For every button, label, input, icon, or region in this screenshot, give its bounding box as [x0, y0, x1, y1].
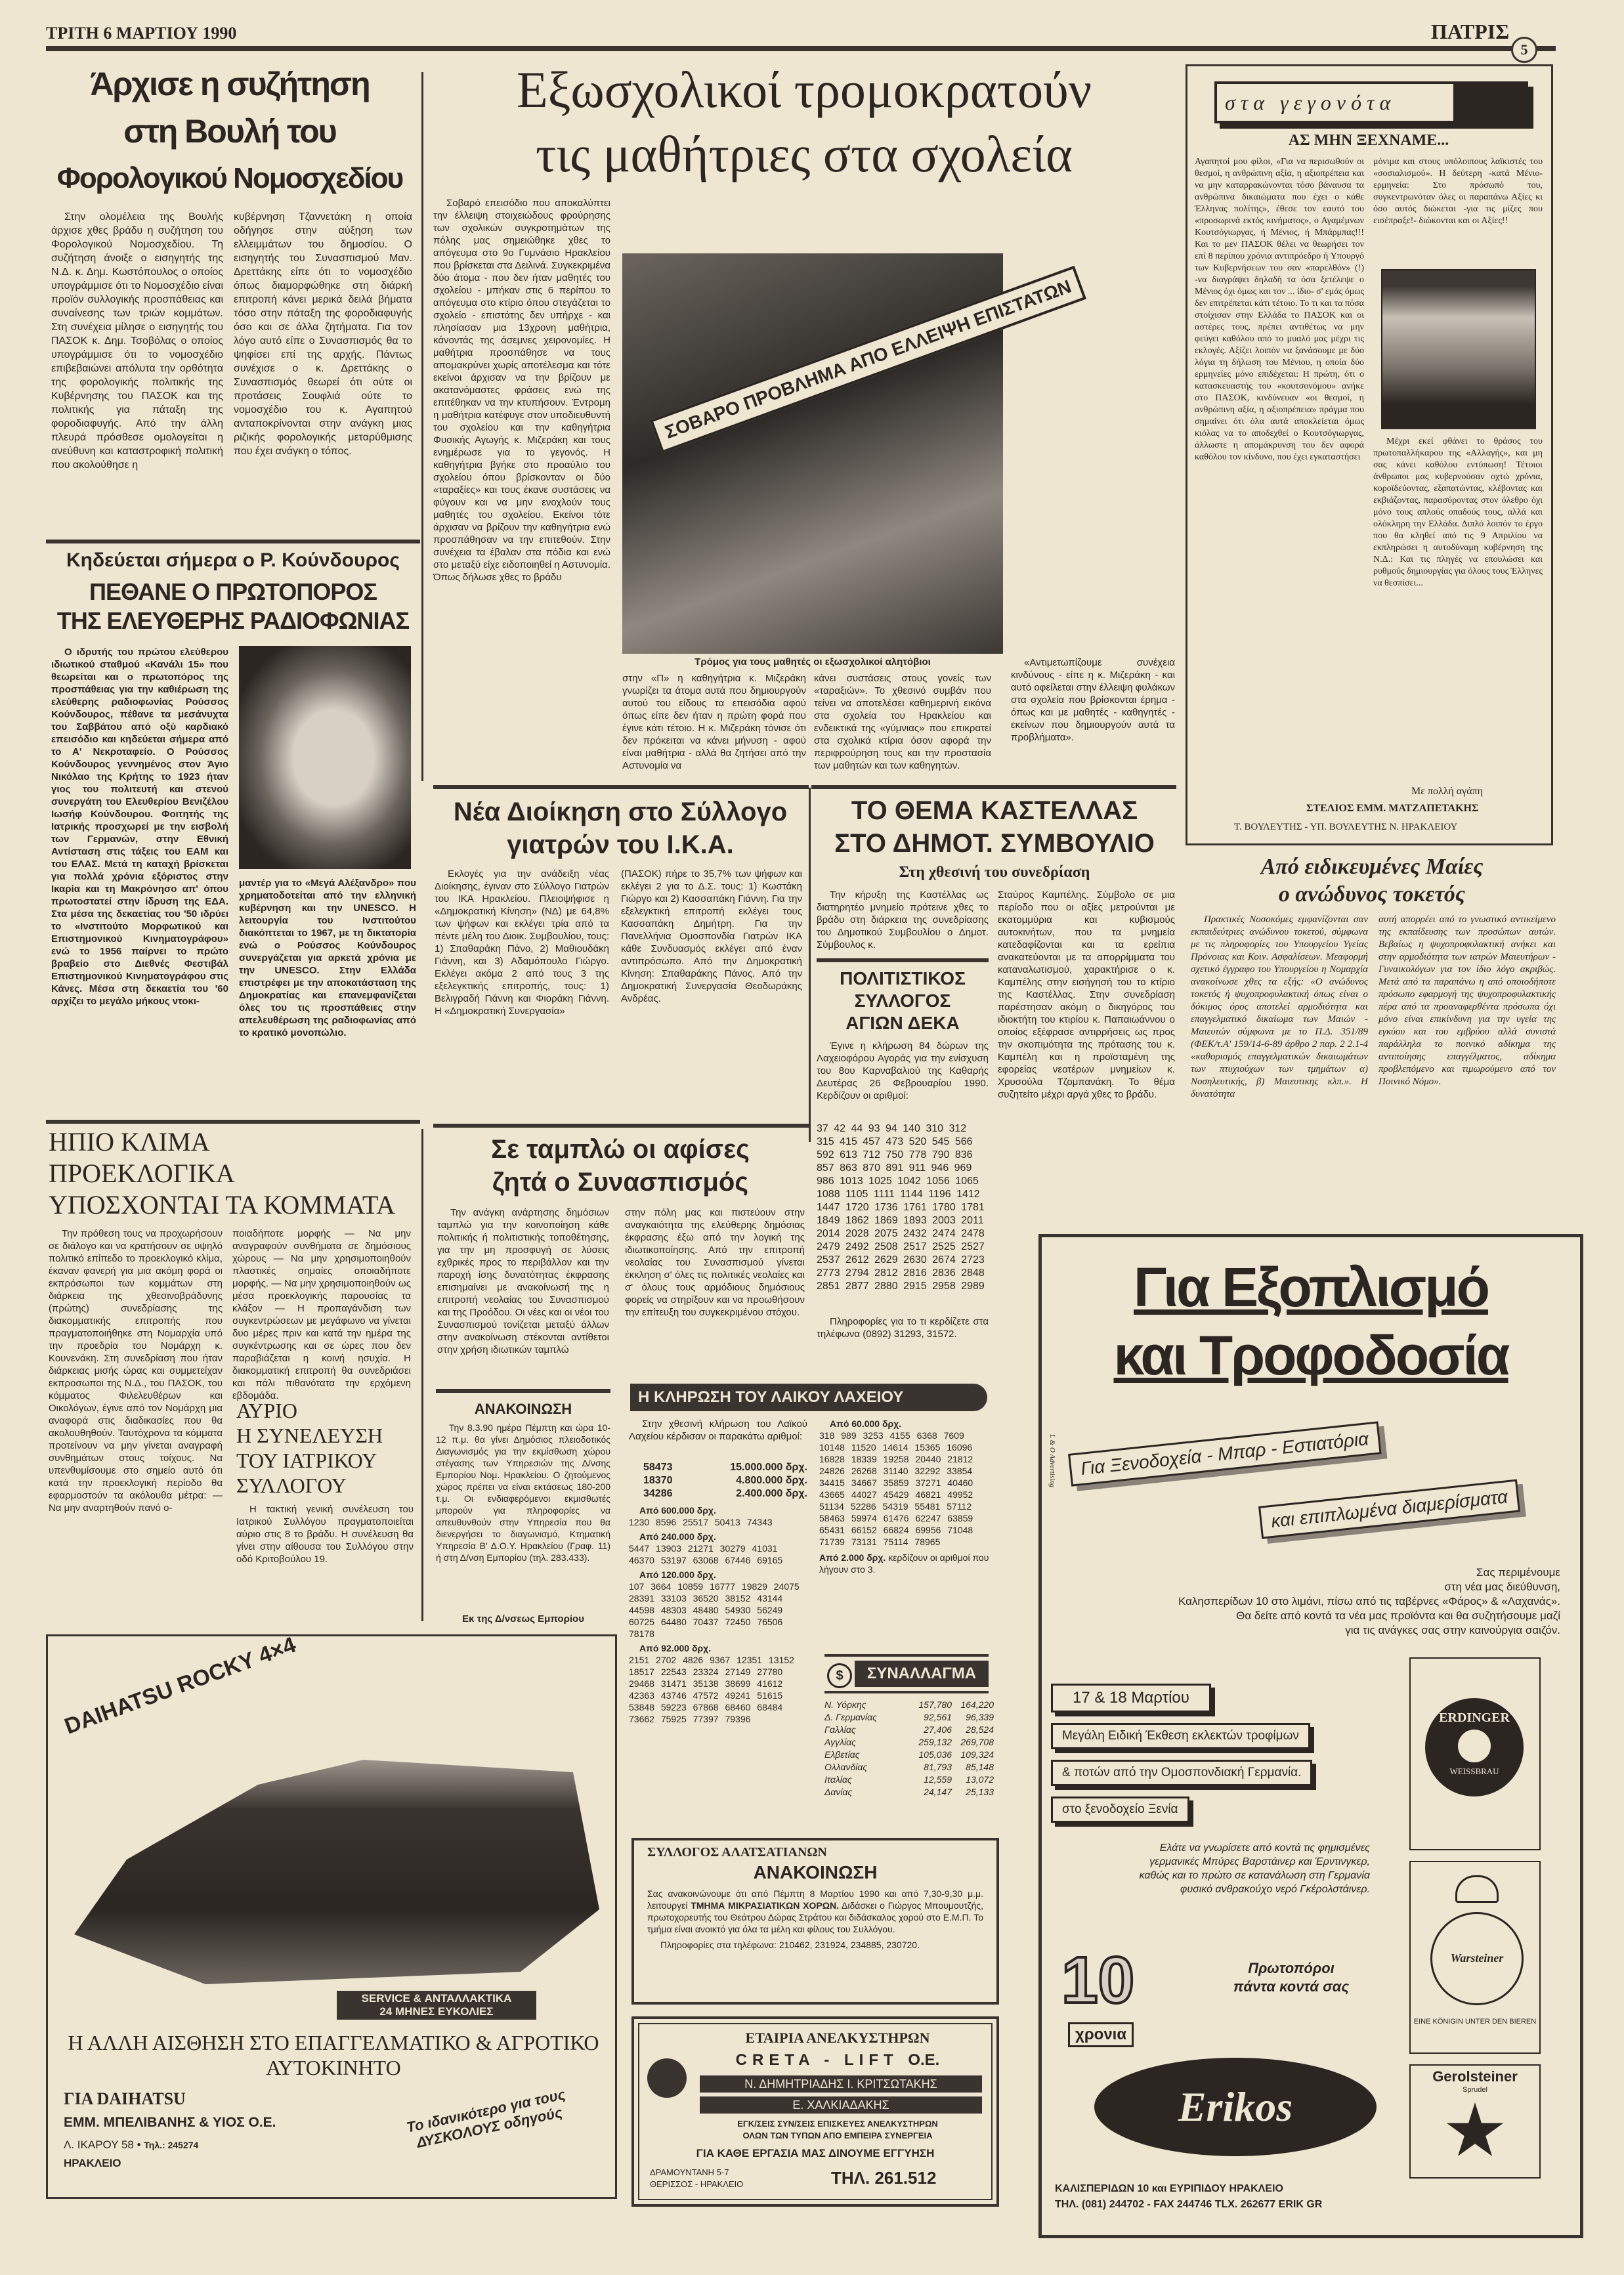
exchange-currency: Γαλλίας	[824, 1724, 856, 1735]
exchange-row	[824, 1761, 994, 1774]
divider	[46, 1120, 420, 1124]
creta-lift-address2: ΘΕΡΙΣΣΟΣ - ΗΡΑΚΛΕΙΟ	[650, 2179, 744, 2189]
school-col-1	[433, 197, 610, 775]
agioi-deka-outro	[817, 1315, 989, 1355]
creta-lift-services2: ΟΛΩΝ ΤΩΝ ΤΥΠΩΝ ΑΠΟ ΕΜΠΕΙΡΑ ΣΥΝΕΡΓΕΙΑ	[742, 2131, 933, 2140]
exchange-row	[824, 1774, 994, 1786]
erikos-event3: & ποτών από την Ομοσπονδιακή Γερμανία.	[1051, 1760, 1312, 1786]
divider	[824, 1654, 989, 1657]
column-section-label-text: στα γεγονότα	[1225, 91, 1396, 114]
elections-col-1	[49, 1227, 223, 1621]
exchange-buy: 12,559	[924, 1774, 952, 1785]
winning-numbers: 37 42 44 93 94 140 310 312 315 415 457 473 520 545 566 592 613 712 750 778 790 836 857 863 870 891 911 946 969 986 1013 1025 1042 1056 1065 1088 1105 1111 1144 1196 1412 1447 1720 1736 1761 1780 1781 1849 1862 1869 1893 2003 2011 2014 2028 2075 2432 2474 2478 2479 2492 2508 2517 2525 2527 2537 2612 2629 2630 2674 2723 2773 2794 2812 2816 2836 2848 2851 2877 2880 2915 2958 2989	[817, 1123, 985, 1292]
column-signoff: Με πολλή αγάπη	[1411, 786, 1484, 797]
daihatsu-city: ΗΡΑΚΛΕΙΟ	[64, 2157, 121, 2169]
divider	[824, 1691, 989, 1693]
paragraph: Σταύρος Καμπέλης. Σύμβολο σε μια περίοδο που οι αξίες μετρούνται με εκατομμύρια και κυβισμούς αυτοκινήτων, που τα μνημεία κατεδαφίζονται και τα ερείπια ανακατεύονται με τα απορρίμματα του καταναλωτισμού, χαρακτήρισε ο κ. Καμπέλης στην εισήγησή του το κτίριο της Καστέλλας. Στην συνεδρίαση παρέστησαν ακόμη ο δικηγόρος του ιδιοκτήτη του κτιρίου κ. Παπαιωάννου ο οποίος εξέφρασε αντιρρήσεις ως προς την σκοπιμότητα της πρότασης του κ. Καμπέλη και η προϊσταμένη της εφορείας νεοτέρων μνημείων κ. Χρυσούλα Τζομπανάκη. Το θέμα συζητείτο μέχρι αργά χθες το βράδυ.	[998, 889, 1175, 1100]
radio-kicker: Κηδεύεται σήμερα ο Ρ. Κούνδουρος	[66, 549, 400, 571]
exchange-row	[824, 1711, 994, 1724]
paragraph: Την 8.3.90 ημέρα Πέμπτη και ώρα 10-12 π.μ. θα γίνει Δημόσιος πλειοδοτικός Διαγωνισμός για την εκμίσθωση χώρου στέγασης των Υπηρεσιών της Δ/νσης Εμπορίου Νομ. Ηρακλείου. Ο ζητούμενος χώρος πρέπει να είναι εκτάσεως 180-200 τ.μ. Οι ενδιαφερόμενοι εκμισθωτές μπορούν για πληροφορίες να απευθυνθούν στην Υπηρεσία που θα διενεργήσει το διαγωνισμό, Κτηματική Υπηρεσία Β' Δ.Ο.Υ. Ηρακλείου (Γραφ. 11) ή στη Δ/νση Εμπορίου (τηλ. 283.433).	[436, 1422, 610, 1563]
erikos-contact: ΤΗΛ. (081) 244702 - FAX 244746 TLX. 262677 ERIK GR	[1055, 2199, 1323, 2210]
lottery-top-row	[643, 1461, 807, 1474]
erdinger-text-bottom: WEISSBRAU	[1449, 1766, 1499, 1776]
erikos-invite-line: Σας περιμένουμε	[1476, 1566, 1560, 1579]
lottery-number: 58473	[643, 1462, 673, 1473]
creta-lift-partners1: Ν. ΔΗΜΗΤΡΙΑΔΗΣ Ι. ΚΡΙΤΣΩΤΑΚΗΣ	[700, 2075, 982, 2093]
creta-lift-brand	[693, 2051, 982, 2070]
exchange-buy: 81,793	[924, 1762, 952, 1772]
midwives-headline-line: Από ειδικευμένες Μαίες	[1260, 855, 1484, 879]
market-announcement-title: ΑΝΑΚΟΙΝΩΣΗ	[474, 1401, 572, 1417]
exchange-row	[824, 1786, 994, 1798]
paragraph: Την πρόθεση τους να προχωρήσουν σε διάλογο και να κρατήσουν σε υψηλό πολιτικό επίπεδο το προεκλογικό κλίμα, έκαναν φανερή για μια ακόμη φορά οι εκπρόσωποι των κομμάτων στη διάρκεια της χθεσινοβράδυνης (πρώτης) συνεδρίασης της διακομματικής επιτροπής που πραγματοποιήθηκε στη Νομαρχία υπό την προεδρία του Νομάρχη κ. Κουνενάκη. Στη συνεδρίαση που ήταν διάρκειας μισής ώρας και συμμετείχαν εκπροσωποι της Ν.Δ., του ΠΑΣΟΚ, του κόμματος Φιλελευθέρων και Οικολόγων, έγινε από τον Νομάρχη μια αναφορά στις διαδικασίες που θα ακολουθηθούν. Ταυτόχρονα τα κόμματα προτείνουν να μην γίνεται αναγραφή συνθημάτων στους τοίχους. Να υπενθυμίσουμε στο σημείο αυτό ότι κατά την προεκλογική περίοδο θα εφαρμοστούν τα ακόλουθα μέτρα: — Να μην αναρτηθούν πανό ο-	[49, 1228, 223, 1514]
exchange-buy: 92,561	[924, 1712, 952, 1722]
elevator-logo-icon	[647, 2058, 687, 2098]
column-col-2	[1373, 156, 1543, 261]
paragraph: Εκλογές για την ανάδειξη νέας Διοίκησης, έγιναν στο Σύλλογο Γιατρών του ΙΚΑ Ηρακλείου. Πλειοψήφισε η «Δημοκρατική Κίνηση» (ΝΔ) με 64,8% των ψήφων και εκλέγει τρία από τα πέντε μέλη του Διοικ. Συμβουλίου, τους: 1) Σπαθαράκη Πάνο, 2) Μαθιουδάκη Γιάννη, και 3) Αδαμόπουλο Γιώργο. Εκλέγει ακόμα 2 από τους 3 της εξελεγκτικής επιτροπής, τους: 1) Βελιγραδή Γιάννη και Φιοράκη Γιάννη. Η «Δημοκρατική Συνεργασία»	[435, 868, 609, 1017]
creta-lift-address1: ΔΡΑΜΟΥΝΤΑΝΗ 5-7	[650, 2167, 729, 2177]
daihatsu-service-line: SERVICE & ΑΝΤΑΛΛΑΚΤΙΚΑ	[361, 1992, 512, 2005]
erikos-invite-line: Καλησπερίδων 10 στο λιμάνι, πίσω από τις ταβέρνες «Φάρος» & «Λαχανάς».	[1178, 1595, 1560, 1607]
daihatsu-dealer2: ΕΜΜ. ΜΠΕΛΙΒΑΝΗΣ & ΥΙΟΣ Ο.Ε.	[64, 2115, 276, 2130]
elections-headline-line: ΥΠΟΣΧΟΝΤΑΙ ΤΑ ΚΟΜΜΑΤΑ	[49, 1190, 395, 1220]
posters-headline	[433, 1133, 807, 1199]
kastella-subhead: Στη χθεσινή του συνεδρίαση	[899, 864, 1090, 881]
elections-col-2	[232, 1227, 411, 1401]
exchange-title: ΣΥΝΑΛΛΑΓΜΑ	[855, 1661, 989, 1687]
paragraph: Έγινε η κλήρωση 84 δώρων της Λαχειοφόρου Αγοράς για την ενίσχυση του 8ου Καρναβαλιού της Καθαρής Δευτέρας 26 Φεβρουαρίου 1990. Κερδίζουν οι αριθμοί:	[817, 1040, 989, 1101]
divider	[433, 785, 809, 789]
daihatsu-service	[337, 1991, 536, 2020]
divider	[811, 785, 1176, 789]
exchange-currency: Δ. Γερμανίας	[824, 1712, 877, 1722]
exchange-currency: Δανίας	[824, 1787, 853, 1797]
school-banner: ΣΟΒΑΡΟ ΠΡΟΒΛΗΜΑ ΑΠΟ ΕΛΛΕΙΨΗ ΕΠΙΣΤΑΤΩΝ	[650, 266, 1086, 454]
creta-lift-brand-name: CRETA - LIFT	[735, 2051, 899, 2069]
school-headline-line: τις μαθήτριες στα σχολεία	[535, 125, 1073, 182]
erikos-pioneers	[1212, 1959, 1370, 1996]
lottery-prize: 15.000.000 δρχ.	[730, 1462, 807, 1473]
exchange-currency: Ελβετίας	[824, 1749, 860, 1760]
column-author-title: Τ. ΒΟΥΛΕΥΤΗΣ - ΥΠ. ΒΟΥΛΕΥΤΗΣ Ν. ΗΡΑΚΛΕΙΟΥ	[1234, 822, 1458, 832]
midwives-headline	[1188, 853, 1556, 908]
erikos-invite	[1061, 1565, 1560, 1638]
page-number: 5	[1520, 41, 1528, 58]
column-col-2b	[1373, 436, 1543, 777]
erikos-years: 10	[1061, 1944, 1135, 2017]
lottery-group-label: Από 600.000 δρχ.	[639, 1505, 716, 1516]
lottery-group-numbers: 1230 8596 25517 50413 74343	[629, 1517, 773, 1527]
agioi-deka-numbers	[817, 1122, 989, 1313]
erikos-strip1: Για Ξενοδοχεία - Μπαρ - Εστιατόρια	[1068, 1421, 1381, 1486]
gerolsteiner-sub: Sprudel	[1463, 2086, 1487, 2094]
ika-headline-line: Νέα Διοίκηση στο Σύλλογο	[453, 797, 788, 826]
exchange-row	[824, 1736, 994, 1749]
ika-headline-line: γιατρών του Ι.Κ.Α.	[507, 830, 734, 859]
doctors-headline-line: Η ΣΥΝΕΛΕΥΣΗ	[236, 1424, 383, 1447]
erikos-promo: Ελάτε να γνωρίσετε από κοντά τις φημισμένες γερμανικές Μπύρες Βαρστάινερ και Έρντινγκερ, καθώς και το πρώτο σε κατανάλωση στη Γερμανία φυσικό ανθρακούχο νερό Γκέρολστάινερ.	[1139, 1842, 1370, 1895]
divider	[46, 540, 420, 543]
page-number-badge	[1511, 37, 1537, 63]
alatsata-phones: Πληροφορίες στα τηλέφωνα: 210462, 231924, 234885, 230720.	[660, 1940, 920, 1950]
koundouros-portrait	[239, 646, 411, 869]
posters-headline-line: ζητά ο Συνασπισμός	[492, 1168, 749, 1197]
paragraph: στην «Π» η καθηγήτρια κ. Μιζεράκη γνωρίζει τα άτομα αυτά που δημιουργούν αυτού του είδους τα επεισόδια αφού όπως είπε δεν ήταν η πρώτη φορά που έγινε κάτι τέτοιο. Η κ. Μιζεράκη τόνισε ότι δεν πρόκειται να κάνει μήνυση - αφού είναι μαθήτρια - αλλά θα ζητήσει από την Αστυνομία να	[622, 673, 806, 771]
paragraph: Την ανάγκη ανάρτησης δημόσιων ταμπλώ για την κοινοποίηση κάθε πολιτικής ή πολιτιστικής τοποθέτησης, για την μη προσφυγή σε λύσεις εχθρικές προς το περιβάλλον και την παροχή ίσης δυνατότητας έκφρασης επισημαίνει με ανακοίνωσή της η επιτροπή νεολαίας του Συνασπισμού και της Προόδου. Οι νέες και οι νέοι του Συνασπισμού τονίζεται μεταξύ άλλων στην ανακοίνωση στέκονται αντίθετοι στην χρήση ιδιωτικών ταμπλώ	[437, 1207, 609, 1355]
radio-col-2	[239, 877, 416, 1113]
agioi-deka-headline	[817, 967, 989, 1034]
alatsata-notice	[631, 1838, 999, 2005]
creta-lift-guarantee: ΓΙΑ ΚΑΘΕ ΕΡΓΑΣΙΑ ΜΑΣ ΔΙΝΟΥΜΕ ΕΓΓΥΗΣΗ	[696, 2147, 935, 2159]
alatsata-body-text: Διδάσκει ο Γιώργος Μπουμουτζής, πρωτοχορευτής του Θεάτρου Δώρας Στράτου και διδάσκαλος χορού στο Ε.Μ.Π. Το τμήμα είναι ανοικτό για όλα τα μέλη και φίλους του Συλλόγου.	[647, 1900, 983, 1934]
lottery-group-numbers: 107 3664 10859 16777 19829 24075 28391 33103 36520 38152 43144 44598 48303 48480 54930 56249 60725 64480 70437 72450 76506 78178	[629, 1581, 800, 1639]
erikos-years-label: χρονια	[1068, 2022, 1134, 2047]
daihatsu-phone: Τηλ.: 245274	[144, 2140, 199, 2150]
daihatsu-tagline	[54, 2030, 612, 2080]
agioi-deka-headline-line: ΑΓΙΩΝ ΔΕΚΑ	[845, 1013, 960, 1033]
lottery-group-label: Από 120.000 δρχ.	[639, 1569, 716, 1580]
paragraph: Την κήρυξη της Καστέλλας ως διατηρητέο μνημείο πρότεινε χθες το βράδυ στη διάρκεια της συνεδρίασης του Δημοτικού Συμβουλίου ο Δημοτ. Σύμβουλος κ.	[817, 889, 989, 950]
daihatsu-street: Λ. ΙΚΑΡΟΥ 58 •	[64, 2138, 141, 2151]
creta-lift-ad	[631, 2016, 999, 2207]
lottery-top-prizes	[643, 1461, 807, 1500]
exchange-row	[824, 1749, 994, 1761]
kastella-col-1	[817, 889, 989, 952]
kastella-headline	[814, 794, 1175, 860]
paragraph: αυτή απορρέει από το γνωστικό αντικείμενο της εκπαίδευσης των προσώπων αυτών. Βεβαίως η ψυχοπροφυλακτική ανήκει και στην αρμοδιότητα των ιατρών Μαιευτήρων - Γυναικολόγων για τον ίδιο λόγο ακριβώς. Μετά από τα παραπάνω η από οποιοδήποτε πρόσωπο εφαρμογή της ψυχοπροφυλακτικής πέρα από τα προαναφερθέντα πρόσωπα όχι μόνο είναι επικίνδυνη για την υγεία της εγκύου και του εμβρύου αλλά συνιστά παράλληλα το ποινικό αδίκημα της αντιποίησης επαγγέλματος, αδίκημα προβλεπόμενο και τιμωρούμενο από τον Ποινικό Νόμο».	[1378, 914, 1556, 1087]
radio-col-1	[51, 646, 228, 1113]
kastella-headline-line: ΤΟ ΘΕΜΑ ΚΑΣΤΕΛΛΑΣ	[851, 796, 1138, 825]
exchange-currency: Ολλανδίας	[824, 1762, 868, 1772]
erikos-headline-line: Για Εξοπλισμό	[1134, 1256, 1488, 1318]
daihatsu-model: DAIHATSU ROCKY 4×4	[61, 1632, 299, 1739]
creta-lift-line1: ΕΤΑΙΡΙΑ ΑΝΕΛΚΥΣΤΗΡΩΝ	[745, 2030, 930, 2046]
radio-headline	[46, 578, 420, 635]
exchange-sell: 28,524	[966, 1724, 994, 1735]
erikos-event2: Μεγάλη Ειδική Έκθεση εκλεκτών τροφίμων	[1051, 1723, 1310, 1749]
erdinger-roundel	[1425, 1698, 1524, 1797]
tax-col-1	[51, 210, 223, 532]
column-section-label	[1214, 81, 1528, 123]
gerolsteiner-logo	[1409, 2064, 1541, 2179]
erikos-pioneers-line: Πρωτοπόροι	[1248, 1960, 1335, 1976]
exchange-sell: 96,339	[966, 1712, 994, 1722]
paragraph: Πληροφορίες για το τι κερδίζετε στα τηλέφωνα (0892) 31293, 31572.	[817, 1316, 989, 1340]
doctors-body	[236, 1503, 414, 1621]
crown-icon	[1455, 1875, 1499, 1903]
lottery-group-label: Από 240.000 δρχ.	[639, 1531, 716, 1542]
erikos-headline-line: και Τροφοδοσία	[1113, 1325, 1508, 1386]
lottery-footer	[819, 1552, 991, 1575]
agioi-deka-headline-line: ΣΥΛΛΟΓΟΣ	[854, 990, 951, 1011]
lottery-group-numbers: 5447 13903 21271 30279 41031 46370 53197 63068 67446 69165	[629, 1543, 783, 1565]
warsteiner-logo	[1409, 1861, 1541, 2054]
erikos-brand: Erikos	[1178, 2083, 1293, 2130]
creta-lift-suffix: Ο.Ε.	[908, 2051, 940, 2069]
radio-headline-line: ΤΗΣ ΕΛΕΥΘΕΡΗΣ ΡΑΔΙΟΦΩΝΙΑΣ	[56, 607, 410, 634]
divider	[421, 1129, 423, 1621]
lottery-number: 18370	[643, 1475, 673, 1486]
exchange-row	[824, 1724, 994, 1736]
tax-headline	[46, 60, 414, 202]
creta-lift-services1: ΕΓΚ/ΣΕΙΣ ΣΥΝ/ΣΕΙΣ ΕΠΙΣΚΕΥΕΣ ΑΝΕΛΚΥΣΤΗΡΩΝ	[737, 2119, 938, 2129]
creta-lift-phone: ΤΗΛ. 261.512	[831, 2168, 937, 2188]
gerolsteiner-name: Gerolsteiner	[1432, 2068, 1518, 2085]
alatsata-title: ΑΝΑΚΟΙΝΩΣΗ	[753, 1862, 878, 1882]
exchange-sell: 269,708	[960, 1737, 994, 1747]
lottery-groups-right	[819, 1418, 991, 1575]
divider	[817, 958, 989, 962]
kastella-headline-line: ΣΤΟ ΔΗΜΟΤ. ΣΥΜΒΟΥΛΙΟ	[834, 829, 1155, 858]
school-photo-caption: Τρόμος για τους μαθητές οι εξωσχολικοί αλητόβιοι	[694, 656, 931, 668]
doctors-headline	[236, 1398, 414, 1498]
daihatsu-tagline-line: ΑΥΤΟΚΙΝΗΤΟ	[266, 2056, 401, 2079]
erikos-invite-line: Θα δείτε από κοντά τα νέα μας προϊόντα και θα συζητήσουμε μαζί	[1236, 1609, 1560, 1622]
exchange-header	[824, 1661, 989, 1687]
wheat-icon	[1458, 1730, 1491, 1762]
exchange-buy: 259,132	[918, 1737, 952, 1747]
doctors-headline-line: ΣΥΛΛΟΓΟΥ	[236, 1474, 347, 1497]
erikos-invite-line: στη νέα μας διεύθυνση,	[1444, 1581, 1560, 1593]
lottery-footer-text: κερδίζουν οι αριθμοί που λήγουν στο 3.	[819, 1552, 989, 1575]
lottery-group-numbers: 318 989 3253 4155 6368 7609 10148 11520 14614 15365 16096 16828 18339 19258 20440 21812 24826 26268 31140 32292 33854 34415 34667 35859 37271 40460 43665 44027 45429 46821 49952 51134 52286 54319 55481 57112 58463 59974 61476 62247 63859 65431 66152 66824 69956 71048 71739 73131 75114 78965	[819, 1430, 973, 1547]
lottery-number: 34286	[643, 1488, 673, 1499]
exchange-buy: 27,406	[924, 1724, 952, 1735]
school-col-2	[622, 672, 806, 777]
paragraph: (ΠΑΣΟΚ) πήρε το 35,7% των ψήφων και εκλέγει 2 για το Δ.Σ. τους: 1) Κωστάκη Γιώργο και 2) Κασσαπάκη Γιάννη. Για την εξελεγκτική επιτροπή εκλέγει τους Κασσαπάκη Δημήτρη. Για την Πανελλήνια Ομοσπονδία Γιατρών ΙΚΑ κάθε Συνδυασμός εκλέγει από έναν αντιπρόσωπο. Από την Δημοκρατική Κίνηση: Σπαθαράκης Πάνος. Από την Δημοκρατική Συνεργασία Θεοδωράκης Ανδρέας.	[621, 868, 802, 1004]
divider	[436, 1389, 610, 1393]
elections-headline	[49, 1126, 416, 1221]
star-lion-icon	[1445, 2102, 1505, 2161]
lottery-prize: 2.400.000 δρχ.	[736, 1488, 807, 1499]
erikos-agency: L & O Advertising	[1048, 1434, 1056, 1488]
midwives-headline-line: ο ανώδυνος τοκετός	[1278, 882, 1466, 906]
exchange-sell: 85,148	[966, 1762, 994, 1772]
midwives-col-1	[1191, 914, 1368, 1222]
paragraph: Σοβαρό επεισόδιο που αποκαλύπτει την έλλειψη στοιχειώδους φρούρησης των σχολικών συγκροτημάτων της πόλης μας σημειώθηκε χθες το απόγευμα στο 9ο Γυμνάσιο Ηρακλείου που βρίσκεται στα Δειλινά. Συγκεκριμένα δύο άτομα - που δεν ήταν μαθητές του σχολείου - μπήκαν στις 6 περίπου το απόγευμα στο κτίριο όπου στεγάζεται το σχολείο - επιστάτης δεν υπήρχε - και πλησίασαν μια 13χρονη μαθήτρια, κάνοντάς της άσεμνες χειρονομίες. Η μαθήτρια προσπάθησε να τους απομακρύνει χωρίς αποτέλεσμα και τότε εκείνοι άρχισαν να την βρίζουν με ακατανόμαστες φράσεις ενώ της επιτέθηκαν να την κτυπήσουν. Έντρομη η μαθήτρια κατέφυγε στον υποδιευθυντή του σχολείου και την καθηγήτρια Φυσικής Αγωγής κ. Μιζεράκη και τους ενημέρωσε για το γεγονός. Η καθηγήτρια βγήκε στο προαύλιο του σχολείου όπου βρίσκονταν οι δύο «ταραξίες» και τους έκανε συστάσεις να φύγουν και να μην ενοχλούν τους μαθητές του σχολείου. Εκείνοι τότε άρχισαν να βρίζουν την καθηγήτρια ενώ προσπάθησαν να την επιτεθούν. Στην συνέχεια τα έβαλαν στα πόδια και ενώ στο μεταξύ είχε ειδοποιηθεί η Αστυνομία. Όπως δήλωσε χθες το βράδυ	[433, 198, 610, 583]
ika-headline	[433, 796, 807, 861]
school-headline	[433, 58, 1175, 186]
lottery-prize: 4.800.000 δρχ.	[736, 1475, 807, 1486]
doctors-headline-line: ΑΥΡΙΟ	[236, 1399, 297, 1422]
exchange-currency: Ιταλίας	[824, 1774, 852, 1785]
lottery-groups-left	[629, 1504, 807, 1833]
lottery-group-label: Από 60.000 δρχ.	[830, 1418, 902, 1429]
elections-headline-line: ΠΡΟΕΚΛΟΓΙΚΑ	[49, 1159, 235, 1188]
erikos-invite-line: για τις ανάγκες σας στην καινούργια σαιζόν.	[1345, 1624, 1560, 1636]
warsteiner-name: Warsteiner	[1450, 1951, 1504, 1965]
elections-headline-line: ΗΠΙΟ ΚΛΙΜΑ	[49, 1127, 210, 1157]
erikos-ad	[1038, 1234, 1583, 2238]
exchange-buy: 105,036	[918, 1749, 952, 1760]
daihatsu-service-line: 24 ΜΗΝΕΣ ΕΥΚΟΛΙΕΣ	[379, 2005, 494, 2018]
ika-col-2	[621, 868, 802, 1117]
paragraph: «Αντιμετωπίζουμε συνέχεια κινδύνους - είπε η κ. Μιζεράκη - και αυτό οφείλεται στην έλλειψη φυλάκων στα σχολεία που βρίσκονται έρημα - όπως και με μαθητές - καθηγητές - εκείνων που δημιουργούν αυτά τα προβλήματα».	[1011, 657, 1175, 743]
posters-headline-line: Σε ταμπλώ οι αφίσες	[491, 1135, 750, 1164]
exchange-buy: 157,780	[918, 1699, 952, 1710]
creta-lift-partners2: Ε. ΧΑΛΚΙΑΔΑΚΗΣ	[700, 2096, 982, 2114]
paragraph: Στην χθεσινή κλήρωση του Λαϊκού Λαχείου κέρδισαν οι παρακάτω αριθμοί:	[629, 1418, 807, 1442]
paragraph: Αγαπητοί μου φίλοι, «Για να περισωθούν οι θεσμοί, η ανθρώπινη αξία, η αξιοπρέπεια και να μην καταρρακώνονται τόσο βάναυσα τα ανθρώπινα δικαιώματα που έχει ο κάθε Έλληνας πολίτης», έθεσε τον εαυτό του «προσωρινά εκτός κινήματος», ο Αγαμέμνων Κουτσόγιωργας, ή Μένιος, ή Μπάρμπας!!! Και το μεν ΠΑΣΟΚ θέλει να θεωρήσει τον επί 8 περίπου χρόνια αντιπρόεδρο ή Υπουργό των Κυβερνήσεων του σαν «παρελθόν» (!) -να διαγράψει δηλαδή τα όσα ξετέλεψε ο Μένιος όχι όμως και τον ... ίδιο- σ' εμάς όμως δεν επιτρέπεται κάτι τέτοιο. Το τι και τα πόσα στοίχισαν στην Ελλάδα το ΠΑΣΟΚ και οι αστέρες τους, πρέπει αντιθέτως να μην φεύγει καθόλου από το μυαλό μας μέχρι τις εκλογές. Αξίζει λοιπόν να ξανάσουμε με δύο λόγια τη δήλωση του Μένιου, η οποία δύο ερμηνείες μόνο επιδέχεται: Η πρώτη, ότι ο κατασκευαστής του «κουτσονόμου» ανήκε στο ΠΑΣΟΚ, κινδύνευαν «οι θεσμοί, η ανθρώπινη αξία, η αξιοπρέπεια» πράγμα που σημαίνει ότι όλα αυτά αποκλείεται όμως κιόλας να το αποδεχθεί ο Κουτσόγιωργας, άλλωστε η απομάκρυνση του δεν αφορά καθόλου τον κίνδυνο, που έχει εγκαταστήσει	[1195, 157, 1364, 462]
lottery-group-label: Από 92.000 δρχ.	[639, 1643, 712, 1653]
paragraph: μαντέρ για το «Μεγά Αλέξανδρο» που χρηματοδοτείται από την ελληνική κυβέρνηση και την UNESCO. Η λειτουργία του Ινστιτούτου διακόπτεται το 1967, με τη δικτατορία ενώ ο Ρούσσος Κούνδουρος συνεργάζεται για αρκετά χρόνια με την UNESCO. Στην Ελλάδα επιστρέφει με την αποκατάσταση της Δημοκρατίας και επανεμφανίζεται όλες του τις προσπάθειες στην απελευθέρωση της ραδιοφωνίας από το κρατικό μονοπώλιο.	[239, 878, 416, 1038]
exchange-sell: 25,133	[966, 1787, 994, 1797]
exchange-row	[824, 1699, 994, 1711]
author-portrait	[1381, 269, 1536, 429]
market-announcement-signoff: Εκ της Δ/νσεως Εμπορίου	[462, 1613, 584, 1625]
school-col-4	[1011, 656, 1175, 777]
exchange-currency: Ν. Υόρκης	[824, 1699, 866, 1710]
divider	[421, 72, 423, 781]
newspaper-name: ΠΑΤΡΙΣ	[1431, 20, 1510, 43]
radio-headline-line: ΠΕΘΑΝΕ Ο ΠΡΩΤΟΠΟΡΟΣ	[89, 578, 377, 605]
exchange-sell: 164,220	[960, 1699, 994, 1710]
label-block	[1453, 84, 1526, 121]
exchange-currency: Αγγλίας	[824, 1737, 856, 1747]
kastella-col-2	[998, 889, 1175, 1112]
doctors-headline-line: ΤΟΥ ΙΑΤΡΙΚΟΥ	[236, 1449, 377, 1472]
exchange-table	[824, 1699, 994, 1798]
erikos-headline	[1075, 1253, 1547, 1390]
paragraph: μόνιμα και στους υπόλοιπους λαϊκιστές του «σοσιαλισμού». Η δεύτερη -κατά Μένιο- ερμηνεία: Στο πρόσωπό του, συγκεντρωνόταν όλες οι παραπάνω Αξίες κι όσο αυτός διώκεται -για τις μίζες που εισέπραξε!- διώκονται και οι Αξίες!!	[1373, 157, 1543, 226]
column-author: ΣΤΕΛΙΟΣ ΕΜΜ. ΜΑΤΖΑΠΕΤΑΚΗΣ	[1306, 803, 1479, 814]
agioi-deka-intro	[817, 1040, 989, 1118]
paragraph: Πρακτικές Νοσοκόμες εμφανίζονται σαν εκπαιδεύτριες ανώδυνου τοκετού, σύμφωνα με τις πληροφορίες του Υπουργείου Υγείας Πρόνοιας και Κοιν. Ασφαλίσεων. Μεαφορμή σχετικό έγγραφο του Υπουργείου η Νομαρχία ανακοίνωσε χθες τα εξής: «Ο ανώδυνος τοκετός ή ψυχοπροφυλακτική όπως είναι ο δόκιμος όρος αποτελεί αρμοδιότητα και επαγγελματικό δικαίωμα των Μαιών - Μαιευτών σύμφωνα με το Π.Δ. 351/89 (ΦΕΚ/τ.Α' 159/14-6-89 άρθρο 2 παρ. 2 2.1-4 «καθορισμός επαγγελματικών δικαιωμάτων των πτυχιούχων των τμημάτων α) Νοσηλευτικής, β) Μαιευτικης κλπ.». Η δυνατότητα	[1191, 914, 1368, 1099]
erikos-event4: στο ξενοδοχείο Ξενία	[1051, 1797, 1189, 1823]
erikos-event1: 17 & 18 Μαρτίου	[1051, 1684, 1211, 1712]
school-col-3	[814, 672, 991, 777]
lottery-top-row	[643, 1474, 807, 1487]
erdinger-logo	[1409, 1657, 1541, 1850]
alatsata-body	[647, 1888, 983, 1951]
lottery-intro	[629, 1418, 807, 1458]
daihatsu-dealer1: ΓΙΑ DAIHATSU	[64, 2089, 186, 2108]
ika-col-1	[435, 868, 609, 1117]
tax-col-2	[234, 210, 412, 532]
exchange-sell: 109,324	[960, 1749, 994, 1760]
daihatsu-address	[64, 2138, 198, 2152]
lottery-title: Η ΚΛΗΡΩΣΗ ΤΟΥ ΛΑΙΚΟΥ ΛΑΧΕΙΟΥ	[630, 1384, 987, 1411]
paragraph: Η τακτική γενική συνέλευση του Ιατρικού Συλλόγου πραγματοποιείται αύριο στις 8 το βράδυ. Η συνέλευση θα γίνει στην αίθουσα του Συλλόγου στην οδό Κριτοβούλου 19.	[236, 1504, 414, 1565]
paragraph: κυβέρνηση Τζαννετάκη η οποία οδήγησε στην αύξηση των ελλειμμάτων του δημοσίου. Ο εισηγητής του Συνασπισμού Μαν. Δρεττάκης είπε ότι το νομοσχέδιο όπως διαμορφώθηκε στη διάρκή επιτροπή κάνει μερικά δειλά βήματα τόσο στην πάταξη της φοροδιαφυγής όσο και σε άλλα ζητήματα. Για τον λόγο αυτό είπε ο Συνασπισμός θα το ψηφίσει επί της αρχής. Πάντως συνέχισε ο κ. Δρεττάκης ο Συνασπισμός θεωρεί ότι ούτε οι προτάσεις Σουφλιά ούτε το νομοσχέδιο του κ. Αγαπητού ανταποκρίνονται στην ανάγκη μιας ριζικής φορολογικής μεταρύθμισης που έχει ανάγκη ο τόπος.	[234, 211, 412, 457]
tax-headline-line: στη Βουλή του	[123, 113, 336, 150]
alatsata-org: ΣΥΛΛΟΓΟΣ ΑΛΑΤΣΑΤΙΑΝΩΝ	[647, 1845, 827, 1860]
paragraph: κάνει συστάσεις στους γονείς των «ταραξιών». Το χθεσινό συμβάν που τείνει να αποτελέσει καθημερινή εικόνα στα σχολεία του Ηρακλείου και ενδεικτικά της «γύμνιας» που επικρατεί στα σχολικά κτίρια όσον αφορά την περιφρούρηση τους και την προστασία των μαθητών και των καθηγητών.	[814, 673, 991, 771]
masthead-rule	[46, 46, 1556, 51]
midwives-col-2	[1378, 914, 1556, 1222]
daihatsu-tagline-line: Η ΑΛΛΗ ΑΙΣΘΗΣΗ ΣΤΟ ΕΠΑΓΓΕΛΜΑΤΙΚΟ & ΑΓΡΟΤΙΚΟ	[68, 2031, 599, 2054]
lottery-group-numbers: 2151 2702 4826 9367 12351 13152 18517 22543 23324 27149 27780 29468 31471 35138 38699 41612 42363 43746 47572 49241 51615 53848 59223 67868 68460 68484 73662 75925 77397 79396	[629, 1655, 794, 1724]
daihatsu-ad	[46, 1634, 617, 2199]
market-announcement-body	[436, 1422, 610, 1612]
divider	[809, 788, 811, 1142]
warsteiner-ring: EINE KÖNIGIN UNTER DEN BIEREN	[1413, 2018, 1537, 2026]
posters-col-1	[437, 1206, 609, 1384]
agioi-deka-headline-line: ΠΟΛΙΤΙΣΤΙΚΟΣ	[840, 968, 966, 989]
daihatsu-slogan: Το ιδανικότερο για τους ΔΥΣΚΟΛΟΥΣ οδηγούς	[405, 2085, 567, 2151]
column-title: ΑΣ ΜΗΝ ΞΕΧΝΑΜΕ...	[1288, 132, 1449, 149]
erdinger-text-top: ERDINGER	[1439, 1711, 1510, 1725]
issue-date: ΤΡΙΤΗ 6 ΜΑΡΤΙΟΥ 1990	[46, 24, 237, 43]
column-col-1	[1195, 156, 1364, 813]
exchange-sell: 13,072	[966, 1774, 994, 1785]
erikos-logo	[1094, 2058, 1377, 2156]
alatsata-body-text: Σας ανακοινώνουμε ότι από Πέμπτη 8 Μαρτίου 1990 και από 7,30-9,30 μ.μ. λειτουργεί	[647, 1888, 983, 1911]
lottery-top-row	[643, 1487, 807, 1500]
divider	[433, 1124, 809, 1128]
currency-globe-icon: $	[827, 1663, 852, 1688]
paragraph: στην πόλη μας και πιστεύουν στην αναγκαιότητα της ελεύθερης δημόσιας έκφρασης έξω από την λογική της ιδιωτικοποίησης. Από την επιτροπή νεολαίας του Συνασπισμού γίνεται έκκληση σ' όλες τις πολιτικές νεολαίες και σ' όλους τους αρμόδιους δημόσιους φορείς να στηρίξουν και να προωθήσουν την επίτευξη του συγκεκριμένου στόχου.	[625, 1207, 805, 1318]
daihatsu-rocky-car-photo	[74, 1735, 599, 1984]
posters-col-2	[625, 1206, 805, 1371]
paragraph: Στην ολομέλεια της Βουλής άρχισε χθες βράδυ η συζήτηση του Φορολογικού Νομοσχεδίου. Τη συζήτηση άνοιξε ο εισηγητής της Ν.Δ. κ. Δημ. Κωστόπουλος ο οποίος υπογράμμισε ότι το Νομοσχέδιο είναι προϊόν συλλογικής προσπάθειας και συναίνεσης των τριών κομμάτων. Στη συνέχεια μίλησε ο εισηγητής του ΠΑΣΟΚ κ. Δημ. Τσοβόλας ο οποίος υπογράμμισε ότι το νομοσχέδιο επιβεβαιώνει απόλυτα την ορθότητα της φορολογικής πολιτικής της Κυβέρνησης του ΠΑΣΟΚ και της πολιτικής για πάταξη της φοροδιαφυγής. Από την άλλη πλευρά πρόσθεσε ομολογείται η ανεύθυνη και καταστροφική πολιτική που ακολούθησε η	[51, 211, 223, 471]
lottery-footer-bold: Από 2.000 δρχ.	[819, 1552, 886, 1563]
exchange-buy: 24,147	[924, 1787, 952, 1797]
warsteiner-roundel	[1430, 1912, 1524, 2005]
erikos-strip2: και επιπλωμένα διαμερίσματα	[1258, 1479, 1520, 1539]
erikos-pioneers-line: πάντα κοντά σας	[1233, 1978, 1350, 1995]
tax-headline-line: Φορολογικού Νομοσχεδίου	[56, 162, 403, 194]
paragraph: ποιαδήποτε μορφής — Να μην αναγραφούν συνθήματα σε δημόσιους χώρους — Να μην χρησιμοποιηθούν πλαστικές σημαίες οποιαδήποτε μορφής. — Να μην χρησιμοποιηθούν ως μέσα προεκλογικής παρουσίας τα κλάξον — Η προπαγάνδιση των συγκεντρώσεων με μεγάφωνο να γίνεται δυο μέρες πριν και κατά την ημέρα της συγκέντρωσης και σε ώρες που δεν παραβιάζεται η κοινή ησυχία. Η διακομματική επιτροπή θα συνεδριάσει και πάλι πιθανότατα την ερχόμενη εβδομάδα.	[232, 1228, 411, 1401]
erikos-address: ΚΑΛΙΣΠΕΡΙΔΩΝ 10 και ΕΥΡΙΠΙΔΟΥ ΗΡΑΚΛΕΙΟ	[1055, 2183, 1283, 2194]
alatsata-body-bold: ΤΜΗΜΑ ΜΙΚΡΑΣΙΑΤΙΚΩΝ ΧΟΡΩΝ.	[691, 1900, 839, 1911]
school-headline-line: Εξωσχολικοί τρομοκρατούν	[516, 61, 1092, 118]
paragraph: Μέχρι εκεί φθάνει το θράσος του πρωτοπαλλήκαρου της «Αλλαγής», και μη σας κάνει καθόλου εντύπωση! Τέτοιοι άνθρωποι μας κυβερνούσαν οχτώ χρόνια, κοροϊδεύοντας, εξαπατώντας, κλέβοντας και εκβιάζοντας, παρασύροντας στον όλεθρο όχι μόνο τους απλούς οπαδούς τους, αλλά και ολόκληρη την Ελλάδα. Διπλό λοιπόν το έργο που θα κληθεί από τις 9 Απριλίου να εκπληρώσει η αυτοδύναμη κυβέρνηση της Ν.Δ.: Και τις πληγές να επουλώσει και ρυθμούς δημιουργίας για όλους τους Έλληνες να θεσπίσει...	[1373, 436, 1543, 588]
paragraph: Ο ιδρυτής του πρώτου ελεύθερου ιδιωτικού σταθμού «Κανάλι 15» που θεωρείται και ο πρωτοπόρος της προσπάθειας για την καθιέρωση της ελεύθερης ραδιοφωνίας Ρούσσος Κούνδουρος, πέθανε τα μεσάνυχτα του Σαββάτου από οξύ καρδιακό επεισόδιο και κηδεύεται σήμερα από το Α' Νεκροταφείο. Ο Ρούσσος Κούνδουρος γεννημένος στον Άγιο Νικόλαο της Κρήτης το 1923 ήταν γιος του πολιτευτή και στενού συνεργάτη του Ελευθερίου Βενιζέλου Ιωσήφ Κούνδουρου. Φοιτητής της Ιατρικής προσχωρεί με την εισβολή των Γερμανών, στην Εθνική Αντίσταση στις τάξεις του ΕΑΜ και του ΕΛΑΣ. Μετά τη καταχή βρίσκεται για πολλά χρόνια εξόριστος στην Ικαρία και τη Μακρόνησο απ' όπου πρωτοστατεί στην ίδρυση της ΕΔΑ. Στα μέσα της δεκαετίας του '50 ιδρύει το «Ινστιτούτο Μορφωτικού και Επιστημονικού Κινηματογράφου» ενώ το 1956 παίρνει το πρώτο βραβείο στο Διεθνές Φεστιβάλ Επιστημονικού Κινηματογράφου στις Κάνες. Μέσα στη δεκαετία του '60 αρχίζει το μεγάλο μήκους ντοκι-	[51, 647, 228, 1007]
tax-headline-line: Άρχισε η συζήτηση	[90, 66, 370, 102]
